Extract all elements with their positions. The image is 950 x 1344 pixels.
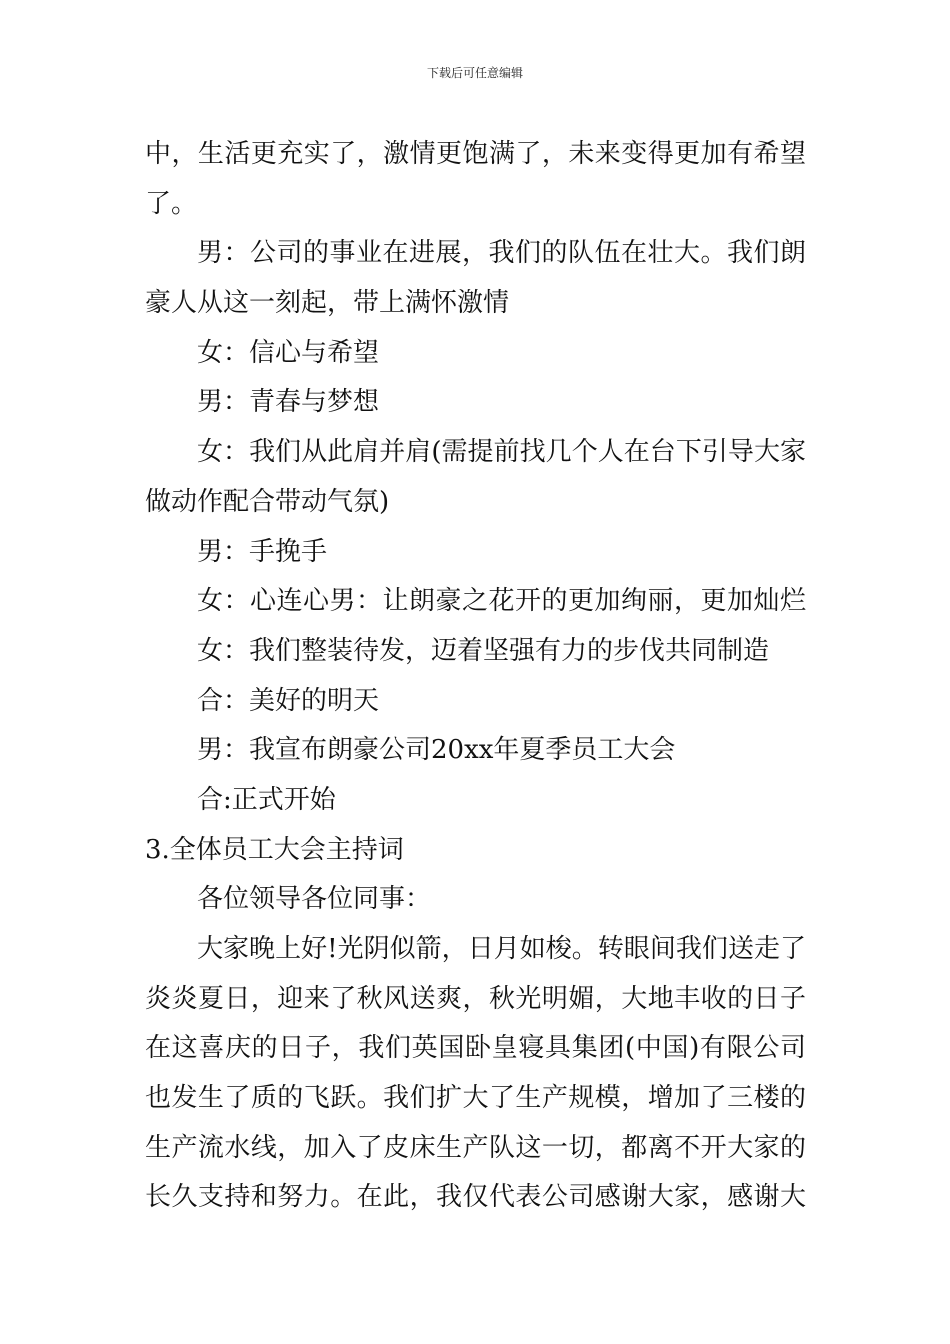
text-line: 女：心连心男：让朗豪之花开的更加绚丽，更加灿烂: [197, 586, 806, 617]
text-line: 女：我们整装待发，迈着坚强有力的步伐共同制造: [197, 635, 770, 666]
text-line: 也发生了质的飞跃。我们扩大了生产规模，增加了三楼的: [145, 1083, 806, 1114]
text-line: 在这喜庆的日子，我们英国卧皇寝具集团(中国)有限公司: [145, 1033, 806, 1064]
text-line: 长久支持和努力。在此，我仅代表公司感谢大家，感谢大: [145, 1182, 806, 1213]
text-line: 生产流水线，加入了皮床生产队这一切，都离不开大家的: [145, 1132, 806, 1163]
text-line: 中，生活更充实了，激情更饱满了，未来变得更加有希望: [145, 139, 806, 169]
text-line: 各位领导各位同事：: [197, 884, 432, 915]
text-line: 大家晚上好!光阴似箭，日月如梭。转眼间我们送走了: [197, 934, 806, 964]
section-heading: 3.全体员工大会主持词: [145, 834, 404, 865]
text-line: 豪人从这一刻起，带上满怀激情: [145, 288, 510, 319]
page-header: 下载后可任意编辑: [426, 66, 523, 80]
text-line: 男：我宣布朗豪公司20xx年夏季员工大会: [197, 735, 676, 766]
document-body: [145, 130, 806, 1223]
text-line: 女：信心与希望: [197, 337, 380, 368]
text-line: 男：手挽手: [197, 536, 328, 567]
text-line: 做动作配合带动气氛): [145, 486, 390, 517]
text-line: 合:正式开始: [197, 784, 336, 815]
text-line: 了。: [145, 188, 198, 219]
text-line: 男：公司的事业在进展，我们的队伍在壮大。我们朗: [197, 238, 806, 269]
text-line: 合：美好的明天: [197, 685, 380, 716]
text-line: 女：我们从此肩并肩(需提前找几个人在台下引导大家: [197, 437, 806, 468]
text-line: 男：青春与梦想: [197, 387, 380, 418]
text-line: 炎炎夏日，迎来了秋风送爽，秋光明媚，大地丰收的日子: [145, 983, 806, 1014]
